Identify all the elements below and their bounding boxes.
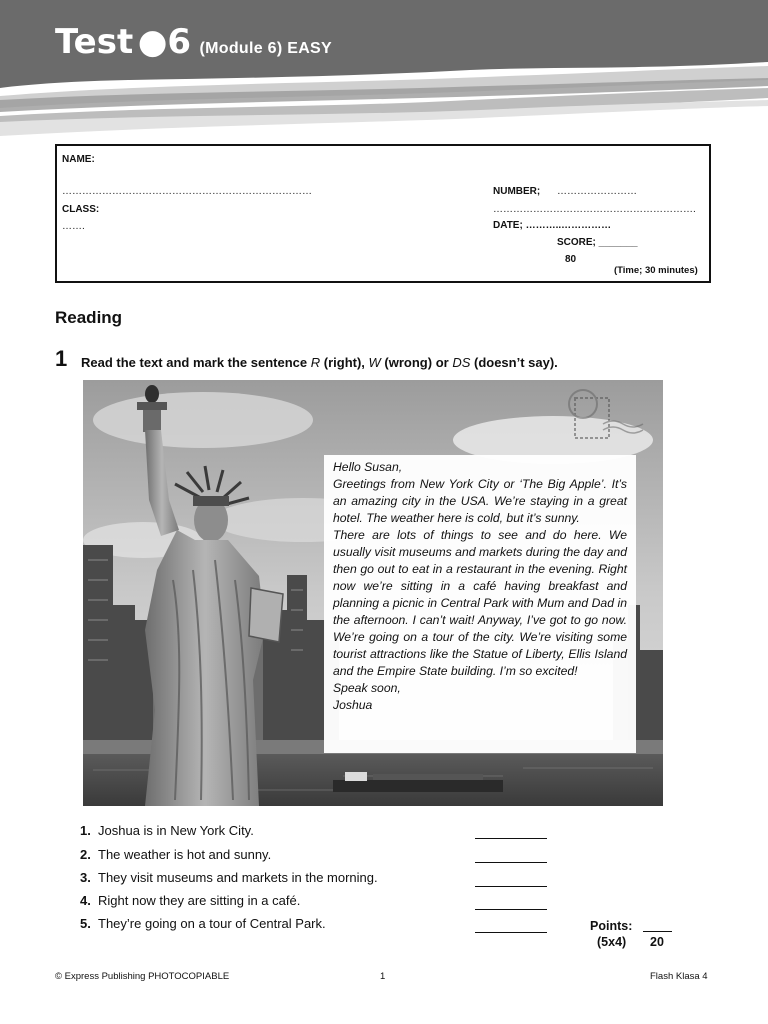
statement-item: 1. Joshua is in New York City. — [80, 823, 254, 838]
test-label: Test — [55, 22, 134, 62]
answer-blank[interactable] — [475, 850, 547, 863]
score-max: 80 — [565, 254, 577, 265]
class-label: CLASS: — [62, 204, 100, 215]
test-title — [55, 22, 332, 62]
task-number: 1 — [55, 346, 68, 371]
name-dots[interactable]: ………………………………………………………………… — [62, 186, 312, 197]
student-info-box — [55, 144, 711, 283]
footer-page-number: 1 — [380, 971, 386, 982]
footer-copyright: © Express Publishing PHOTOCOPIABLE — [55, 971, 230, 982]
number-dots-line[interactable]: ……………………………………………………. — [493, 204, 696, 215]
answer-blank[interactable] — [475, 897, 547, 910]
letter-closing: Speak soon, — [333, 681, 401, 695]
name-label: NAME: — [62, 154, 95, 165]
test-number: 6 — [167, 22, 192, 62]
date-field[interactable]: DATE; ………..…………… — [493, 220, 612, 231]
time-note: (Time; 30 minutes) — [614, 265, 698, 276]
letter-text-box — [324, 455, 636, 753]
statement-item: 5. They’re going on a tour of Central Park. — [80, 916, 326, 931]
statement-item: 3. They visit museums and markets in the morning. — [80, 870, 378, 885]
letter-signature: Joshua — [333, 698, 373, 712]
points-label: Points: — [590, 919, 632, 933]
points-blank[interactable] — [643, 931, 672, 932]
module-label: (Module 6) EASY — [199, 40, 332, 57]
answer-blank[interactable] — [475, 826, 547, 839]
points-total: 20 — [650, 935, 664, 949]
footer-book-title: Flash Klasa 4 — [650, 971, 708, 982]
letter-paragraph-1: Greetings from New York City or ‘The Big Apple’. It’s an amazing city in the USA. We’re staying in a great hotel. The weather here is cold, but it’s sunny. — [333, 477, 627, 525]
number-label: NUMBER; — [493, 186, 541, 197]
banner-waves — [0, 0, 768, 140]
points-formula: (5x4) — [597, 935, 627, 949]
letter-paragraph-2: There are lots of things to see and do here. We usually visit museums and markets during the day and then go out to eat in a restaurant in the evening. Right now we’re sitting in a café having breakfast and planning a picnic in Central Park with Mum and Dad in the afternoon. I can’t wait! Anyway, I’ve got to go now. We’re going on a tour of the city. We’re visiting some tourist attractions like the Statue of Liberty, Ellis Island and the Empire State building. I’m so excited! — [333, 528, 627, 678]
letter-greeting: Hello Susan, — [333, 460, 403, 474]
task-instruction: Read the text and mark the sentence R (right), W (wrong) or DS (doesn’t say). — [81, 355, 558, 370]
bullet-icon: ● — [137, 22, 168, 62]
answer-blank[interactable] — [475, 920, 547, 933]
answer-blank[interactable] — [475, 874, 547, 887]
header-banner — [0, 0, 768, 140]
class-dots[interactable]: ……. — [62, 221, 85, 232]
statement-item: 2. The weather is hot and sunny. — [80, 847, 272, 862]
score-field[interactable]: SCORE; _______ — [557, 237, 638, 248]
number-dots[interactable]: …………………… — [557, 186, 637, 197]
statement-item: 4. Right now they are sitting in a café. — [80, 893, 301, 908]
section-heading: Reading — [55, 308, 123, 327]
